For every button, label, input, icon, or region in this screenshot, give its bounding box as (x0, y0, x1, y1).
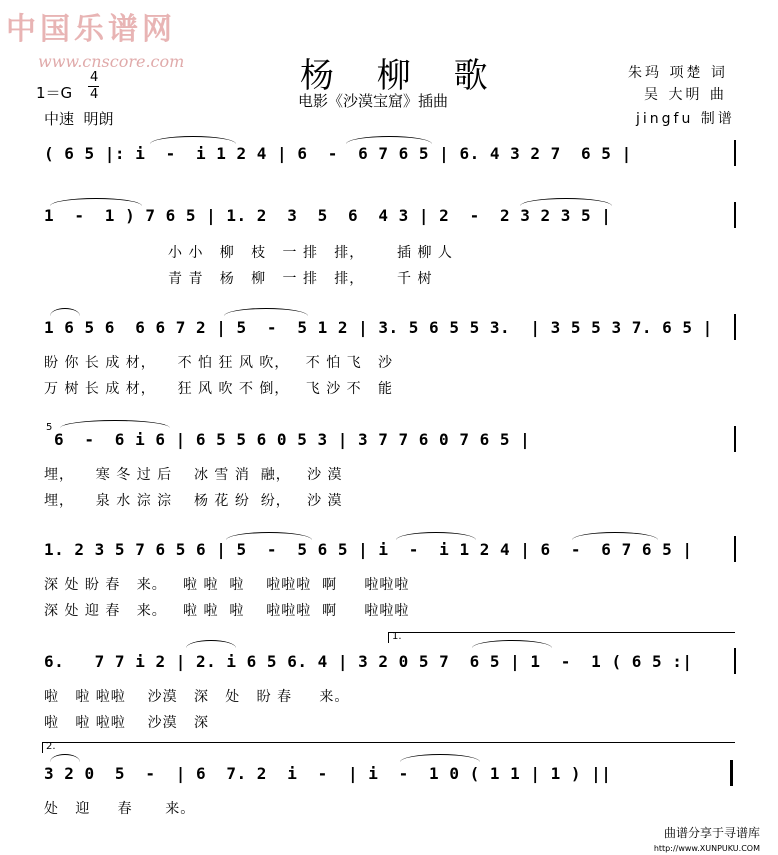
watermark-logo: 中国乐谱网 (6, 12, 176, 47)
composer-credit: 吴 大明 曲 (644, 87, 727, 103)
key-signature: 1＝G (36, 84, 73, 102)
volta-bracket-2 (42, 742, 735, 753)
watermark-url: www.cnscore.com (38, 52, 185, 71)
score-line-7-lyrics: 处 迎 春 来。 (44, 801, 196, 817)
transcriber-credit: jingfu 制谱 (636, 111, 735, 127)
slur-mark (186, 640, 236, 648)
time-signature-top: 4 (90, 70, 99, 85)
score-line-7-notes: 3 2 0 5 - | 6 7. 2 i - | i - 1 0 ( 1 1 | 1 ) || (44, 764, 612, 783)
slur-mark (226, 532, 312, 540)
song-title: 杨 柳 歌 (300, 56, 504, 96)
score-line-4-lyrics-verse-2: 埋， 泉 水 淙 淙 杨 花 纷 纷， 沙 漠 (44, 493, 343, 509)
barline (734, 536, 736, 562)
slur-mark (150, 136, 236, 144)
tempo-marking: 中速 明朗 (44, 110, 114, 128)
score-line-5-notes: 1. 2 3 5 7 6 5 6 | 5 - 5 6 5 | i - i 1 2 4 | 6 - 6 7 6 5 | (44, 540, 693, 559)
score-line-1-notes: ( 6 5 |: i - i 1 2 4 | 6 - 6 7 6 5 | 6. 4 3 2 7 6 5 | (44, 144, 632, 163)
score-line-2-lyrics-verse-2: 青 青 杨 柳 一 排 排， 千 树 (168, 271, 433, 287)
slur-mark (396, 532, 476, 540)
barline (734, 140, 736, 166)
score-line-3-notes: 1 6 5 6 6 6 7 2 | 5 - 5 1 2 | 3. 5 6 5 5 3. | 3 5 5 3 7. 6 5 | (44, 318, 713, 337)
lyricist-credit: 朱玛 项楚 词 (628, 65, 728, 81)
slur-mark (520, 198, 612, 206)
score-line-5-lyrics-verse-1: 深 处 盼 春 来。 啦 啦 啦 啦啦啦 啊 啦啦啦 (44, 577, 410, 593)
volta-label-1: 1. (392, 631, 402, 642)
barline (734, 648, 736, 674)
slur-mark (400, 754, 480, 762)
footer-source-text: 曲谱分享于寻谱库 (663, 826, 760, 840)
slur-mark (346, 136, 432, 144)
score-line-2-notes: 1 - 1 ) 7 6 5 | 1. 2 3 5 6 4 3 | 2 - 2 3 2 3 5 | (44, 206, 612, 225)
score-line-2-lyrics-verse-1: 小 小 柳 枝 一 排 排， 插 柳 人 (168, 245, 453, 261)
volta-label-2: 2. (46, 741, 56, 752)
score-line-6-lyrics-verse-2: 啦 啦 啦啦 沙漠 深 (44, 715, 209, 731)
barline (734, 314, 736, 340)
score-line-3-lyrics-verse-2: 万 树 长 成 材， 狂 风 吹 不 倒， 飞 沙 不 能 (44, 381, 394, 397)
score-line-6-notes: 6. 7 7 i 2 | 2. i 6 5 6. 4 | 3 2 0 5 7 6 5 | 1 - 1 ( 6 5 :| (44, 652, 693, 671)
score-line-3-lyrics-verse-1: 盼 你 长 成 材， 不 怕 狂 风 吹， 不 怕 飞 沙 (44, 355, 394, 371)
slur-mark (60, 420, 170, 428)
grace-note: 5 (46, 422, 53, 433)
slur-mark (50, 308, 80, 316)
final-barline (730, 760, 733, 786)
score-line-6-lyrics-verse-1: 啦 啦 啦啦 沙漠 深 处 盼 春 来。 (44, 689, 350, 705)
score-line-4-lyrics-verse-1: 埋， 寒 冬 过 后 冰 雪 消 融， 沙 漠 (44, 467, 343, 483)
slur-mark (50, 198, 142, 206)
song-subtitle: 电影《沙漠宝窟》插曲 (298, 92, 449, 110)
slur-mark (224, 308, 308, 316)
slur-mark (50, 754, 80, 762)
score-line-4-notes: 6 - 6 i 6 | 6 5 5 6 0 5 3 | 3 7 7 6 0 7 6 5 | (54, 430, 531, 449)
barline (734, 202, 736, 228)
slur-mark (572, 532, 658, 540)
footer-source-url: http://www.XUNPUKU.COM (653, 844, 760, 853)
volta-bracket-1 (388, 632, 735, 643)
time-signature-bottom: 4 (90, 87, 99, 102)
barline (734, 426, 736, 452)
score-line-5-lyrics-verse-2: 深 处 迎 春 来。 啦 啦 啦 啦啦啦 啊 啦啦啦 (44, 603, 410, 619)
